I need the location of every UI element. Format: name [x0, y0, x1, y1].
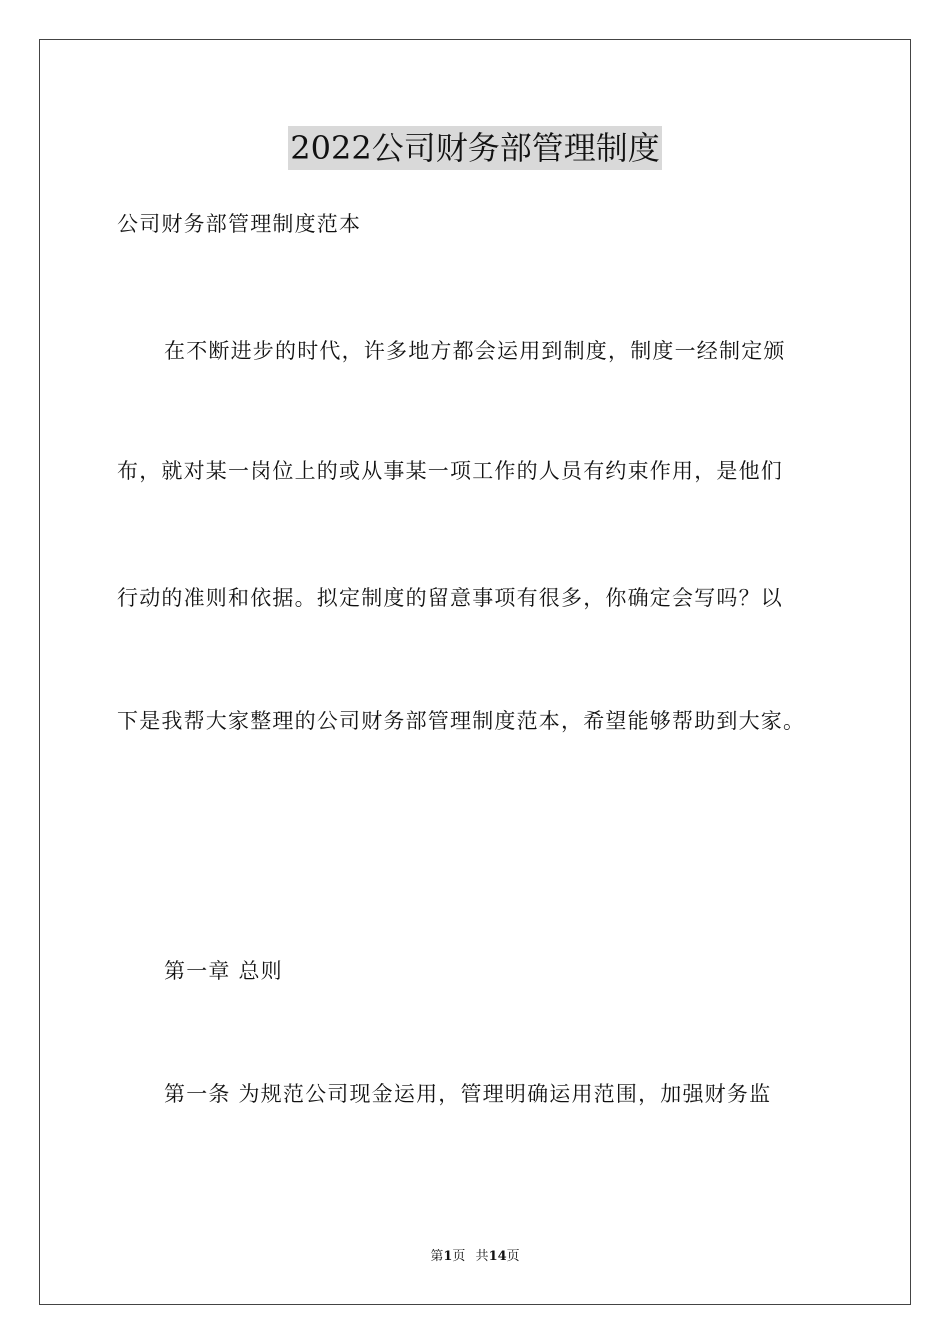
- intro-line-3: 行动的准则和依据。拟定制度的留意事项有很多，你确定会写吗？以: [117, 586, 783, 610]
- chapter-heading: 第一章 总则: [164, 959, 283, 983]
- footer-page-suffix: 页: [452, 1249, 466, 1264]
- footer-total-prefix: 共: [475, 1249, 489, 1264]
- page-footer: [0, 1248, 950, 1266]
- footer-total-pages: 14: [488, 1249, 507, 1264]
- intro-line-2: 布，就对某一岗位上的或从事某一项工作的人员有约束作用，是他们: [117, 459, 783, 483]
- document-subtitle: 公司财务部管理制度范本: [117, 212, 362, 236]
- footer-page-prefix: 第: [430, 1249, 444, 1264]
- document-title: 2022公司财务部管理制度: [288, 126, 661, 170]
- intro-line-4: 下是我帮大家整理的公司财务部管理制度范本，希望能够帮助到大家。: [117, 709, 806, 733]
- title-container: [0, 126, 950, 170]
- article-line-1: 第一条 为规范公司现金运用，管理明确运用范围，加强财务监: [164, 1082, 772, 1106]
- footer-page-number: 1: [443, 1249, 453, 1264]
- footer-total-suffix: 页: [506, 1249, 520, 1264]
- intro-line-1: 在不断进步的时代，许多地方都会运用到制度，制度一经制定颁: [164, 339, 786, 363]
